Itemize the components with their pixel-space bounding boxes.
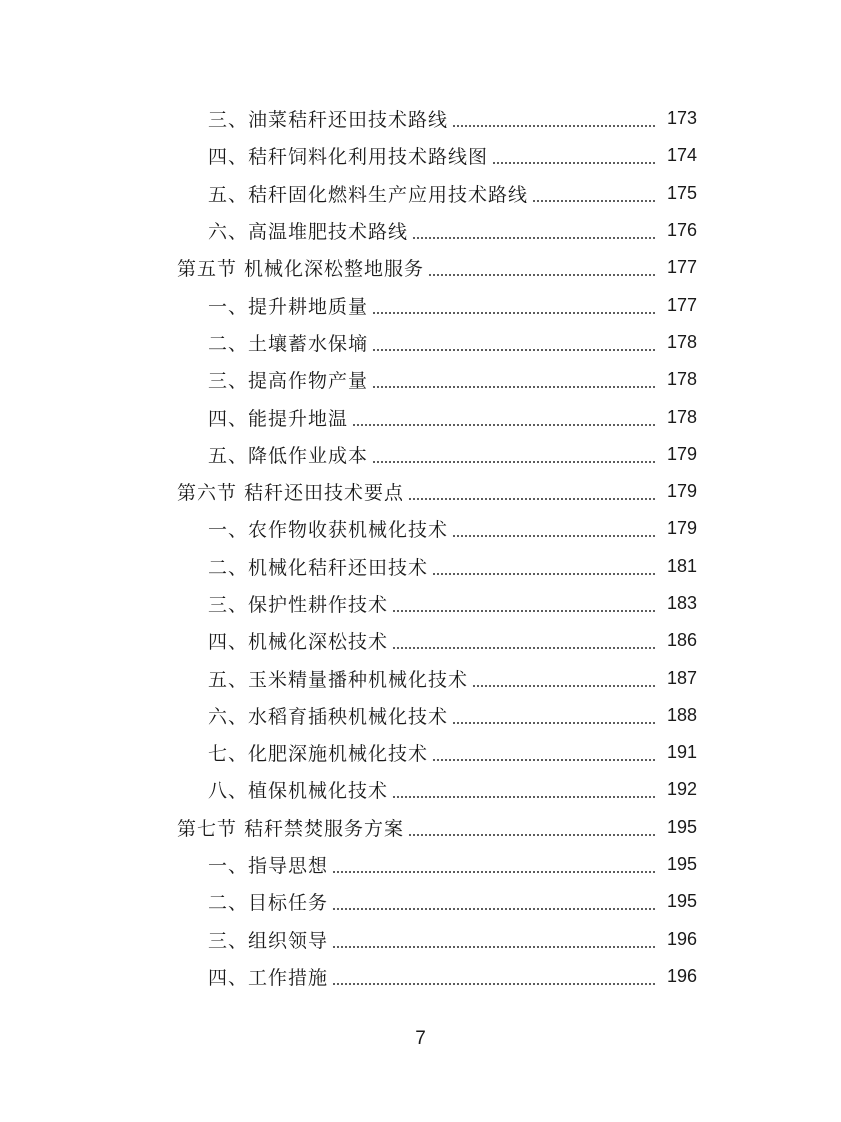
dot-leader bbox=[392, 631, 655, 650]
toc-entry[interactable] bbox=[0, 958, 841, 995]
toc-entry-label: 第五节 机械化深松整地服务 bbox=[177, 258, 425, 281]
toc-entry-page: 173 bbox=[666, 108, 697, 129]
toc-entry[interactable] bbox=[0, 361, 841, 398]
toc-entry[interactable] bbox=[0, 548, 841, 585]
dot-leader bbox=[428, 258, 655, 277]
dot-leader bbox=[372, 445, 655, 464]
toc-entry[interactable] bbox=[0, 697, 841, 734]
toc-entry[interactable] bbox=[0, 846, 841, 883]
toc-entry-label: 一、提升耕地质量 bbox=[208, 295, 369, 318]
toc-entry-label: 第七节 秸秆禁焚服务方案 bbox=[177, 817, 405, 840]
dot-leader bbox=[452, 706, 655, 725]
toc-entry-page: 176 bbox=[666, 220, 697, 241]
dot-leader bbox=[492, 146, 655, 165]
toc-entry-page: 179 bbox=[666, 443, 697, 464]
toc-entry-page: 186 bbox=[666, 630, 697, 651]
toc-entry-page: 177 bbox=[666, 294, 697, 315]
toc-entry-page: 192 bbox=[666, 779, 697, 800]
dot-leader bbox=[452, 109, 655, 128]
toc-entry-label: 六、高温堆肥技术路线 bbox=[208, 221, 409, 244]
toc-entry[interactable] bbox=[0, 585, 841, 622]
dot-leader bbox=[332, 967, 655, 986]
toc-entry[interactable] bbox=[0, 398, 841, 435]
toc-entry-label: 三、保护性耕作技术 bbox=[208, 594, 389, 616]
toc-entry-label: 三、提高作物产量 bbox=[208, 370, 369, 393]
toc-entry-page: 191 bbox=[666, 742, 697, 763]
toc-entry-page: 196 bbox=[666, 965, 697, 986]
toc-entry-page: 188 bbox=[666, 704, 697, 725]
toc-section-entry[interactable] bbox=[0, 249, 841, 286]
toc-entry-label: 一、农作物收获机械化技术 bbox=[208, 519, 449, 542]
toc-entry-label: 二、机械化秸秆还田技术 bbox=[208, 556, 429, 579]
toc-entry-page: 175 bbox=[666, 182, 697, 203]
toc-entry[interactable] bbox=[0, 734, 841, 771]
dot-leader bbox=[332, 855, 655, 874]
toc-entry-label: 三、油菜秸秆还田技术路线 bbox=[208, 109, 449, 132]
dot-leader bbox=[392, 594, 655, 613]
toc-entry-page: 195 bbox=[666, 816, 697, 837]
dot-leader bbox=[372, 370, 655, 389]
toc-entry[interactable] bbox=[0, 436, 841, 473]
page-number: 7 bbox=[415, 1028, 426, 1049]
toc-entry-label: 五、降低作业成本 bbox=[208, 444, 369, 467]
toc-entry-page: 183 bbox=[666, 593, 697, 613]
toc-entry-label: 三、组织领导 bbox=[208, 929, 329, 952]
toc-entry[interactable] bbox=[0, 100, 841, 137]
dot-leader bbox=[332, 892, 655, 911]
toc-entry-label: 六、水稻育插秧机械化技术 bbox=[208, 705, 449, 728]
toc-entry-page: 179 bbox=[666, 518, 697, 539]
toc-entry-label: 五、秸秆固化燃料生产应用技术路线 bbox=[208, 183, 529, 206]
toc-entry[interactable] bbox=[0, 286, 841, 323]
dot-leader bbox=[332, 930, 655, 949]
toc-entry-label: 二、目标任务 bbox=[208, 892, 329, 915]
toc-entry-page: 196 bbox=[666, 928, 697, 949]
toc-entry-label: 二、土壤蓄水保墒 bbox=[208, 332, 369, 355]
toc-entry[interactable] bbox=[0, 622, 841, 659]
toc-entry-label: 五、玉米精量播种机械化技术 bbox=[208, 668, 469, 691]
toc-entry-page: 187 bbox=[666, 667, 697, 688]
toc-entry[interactable] bbox=[0, 883, 841, 920]
toc-entry[interactable] bbox=[0, 771, 841, 808]
table-of-contents bbox=[0, 100, 841, 995]
dot-leader bbox=[452, 519, 655, 538]
dot-leader bbox=[392, 780, 655, 799]
toc-entry-label: 第六节 秸秆还田技术要点 bbox=[177, 482, 405, 505]
toc-entry-page: 195 bbox=[666, 854, 697, 875]
toc-section-entry[interactable] bbox=[0, 473, 841, 510]
toc-entry-page: 177 bbox=[666, 257, 697, 278]
toc-entry-label: 四、工作措施 bbox=[208, 966, 329, 989]
toc-entry-label: 八、植保机械化技术 bbox=[208, 780, 389, 803]
toc-entry[interactable] bbox=[0, 324, 841, 361]
toc-entry[interactable] bbox=[0, 175, 841, 212]
toc-entry-page: 195 bbox=[666, 891, 697, 912]
dot-leader bbox=[432, 743, 655, 762]
toc-entry-page: 174 bbox=[666, 145, 697, 166]
toc-entry-page: 181 bbox=[666, 555, 697, 576]
dot-leader bbox=[532, 184, 655, 203]
dot-leader bbox=[412, 221, 655, 240]
dot-leader bbox=[408, 482, 655, 501]
toc-entry[interactable] bbox=[0, 137, 841, 174]
toc-entry[interactable] bbox=[0, 212, 841, 249]
toc-entry-page: 178 bbox=[666, 406, 697, 427]
toc-section-entry[interactable] bbox=[0, 809, 841, 846]
toc-entry-label: 四、机械化深松技术 bbox=[208, 631, 389, 654]
toc-entry-label: 四、秸秆饲料化利用技术路线图 bbox=[208, 146, 489, 169]
dot-leader bbox=[352, 408, 655, 427]
dot-leader bbox=[472, 669, 655, 688]
dot-leader bbox=[432, 557, 655, 576]
toc-entry-label: 一、指导思想 bbox=[208, 855, 329, 878]
toc-entry[interactable] bbox=[0, 510, 841, 547]
toc-entry[interactable] bbox=[0, 659, 841, 696]
toc-entry-label: 四、能提升地温 bbox=[208, 407, 349, 430]
dot-leader bbox=[408, 818, 655, 837]
toc-entry-page: 178 bbox=[666, 369, 697, 390]
toc-entry-page: 179 bbox=[666, 481, 697, 502]
dot-leader bbox=[372, 333, 655, 352]
toc-entry-label: 七、化肥深施机械化技术 bbox=[208, 743, 429, 766]
toc-entry[interactable] bbox=[0, 921, 841, 958]
dot-leader bbox=[372, 296, 655, 315]
toc-entry-page: 178 bbox=[666, 331, 697, 352]
